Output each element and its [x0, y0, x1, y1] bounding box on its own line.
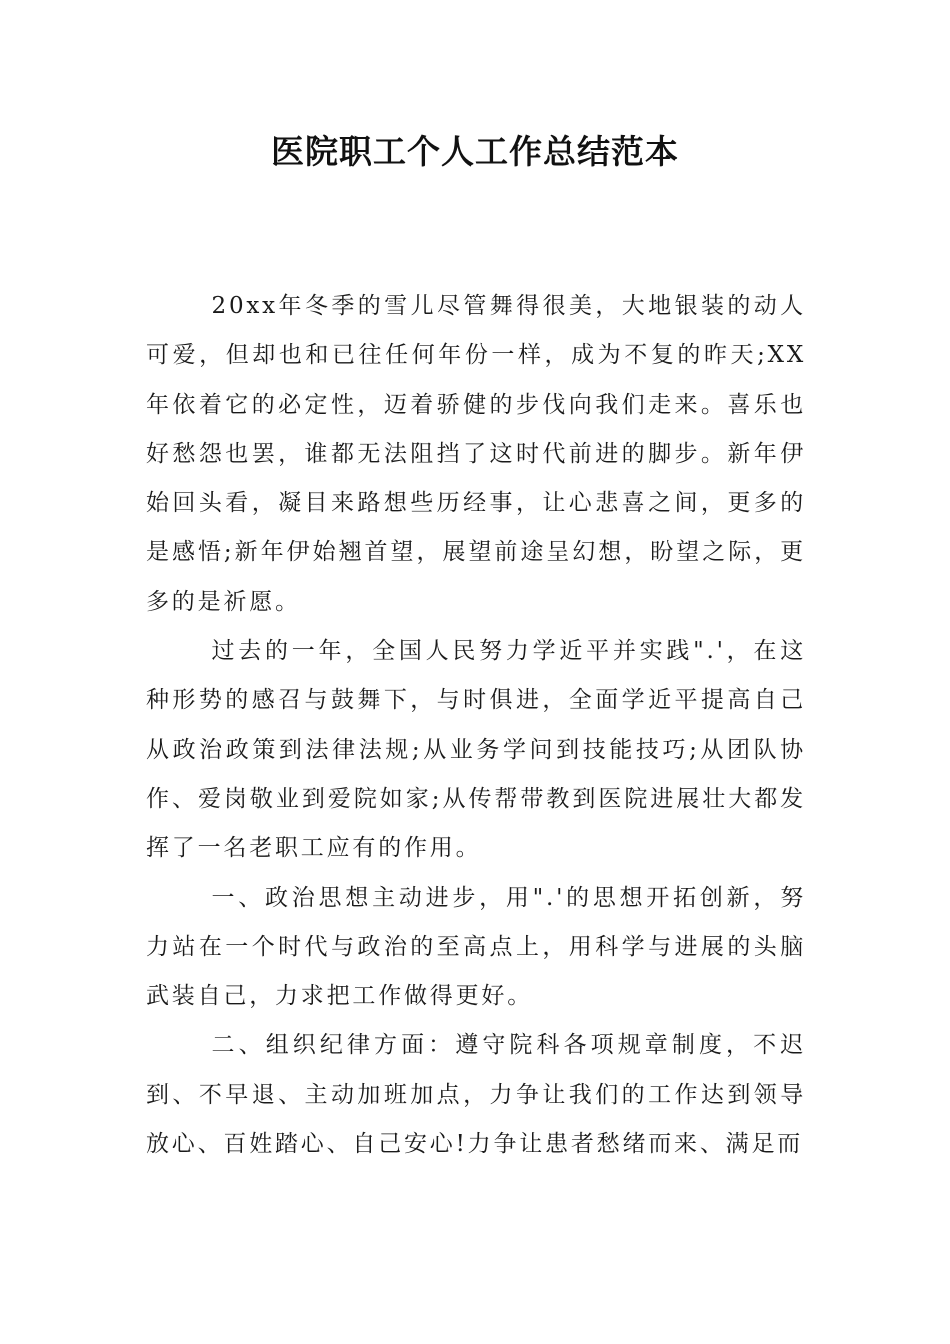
document-title: 医院职工个人工作总结范本: [271, 132, 679, 171]
paragraph-1: 20xx年冬季的雪儿尽管舞得很美，大地银装的动人可爱，但却也和已往任何年份一样，成为不复的昨天;XX年依着它的必定性，迈着骄健的步伐向我们走来。喜乐也好愁怨也罢，谁都无法阻挡了这时代前进的脚步。新年伊始回头看，凝目来路想些历经事，让心悲喜之间，更多的是感悟;新年伊始翘首望，展望前途呈幻想，盼望之际，更多的是祈愿。: [146, 293, 806, 615]
paragraph-3: 一、政治思想主动进步，用".'的思想开拓创新，努力站在一个时代与政治的至高点上，用科学与进展的头脑武装自己，力求把工作做得更好。: [146, 884, 806, 1010]
paragraph-2: 过去的一年，全国人民努力学近平并实践".'，在这种形势的感召与鼓舞下，与时俱进，全面学近平提高自己从政治政策到法律法规;从业务学问到技能技巧;从团队协作、爱岗敬业到爱院如家;从传帮带教到医院进展壮大都发挥了一名老职工应有的作用。: [146, 638, 806, 862]
document-body: [146, 282, 806, 1169]
paragraph-4: 二、组织纪律方面：遵守院科各项规章制度，不迟到、不早退、主动加班加点，力争让我们的工作达到领导放心、百姓踏心、自己安心!力争让患者愁绪而来、满足而: [146, 1032, 806, 1158]
